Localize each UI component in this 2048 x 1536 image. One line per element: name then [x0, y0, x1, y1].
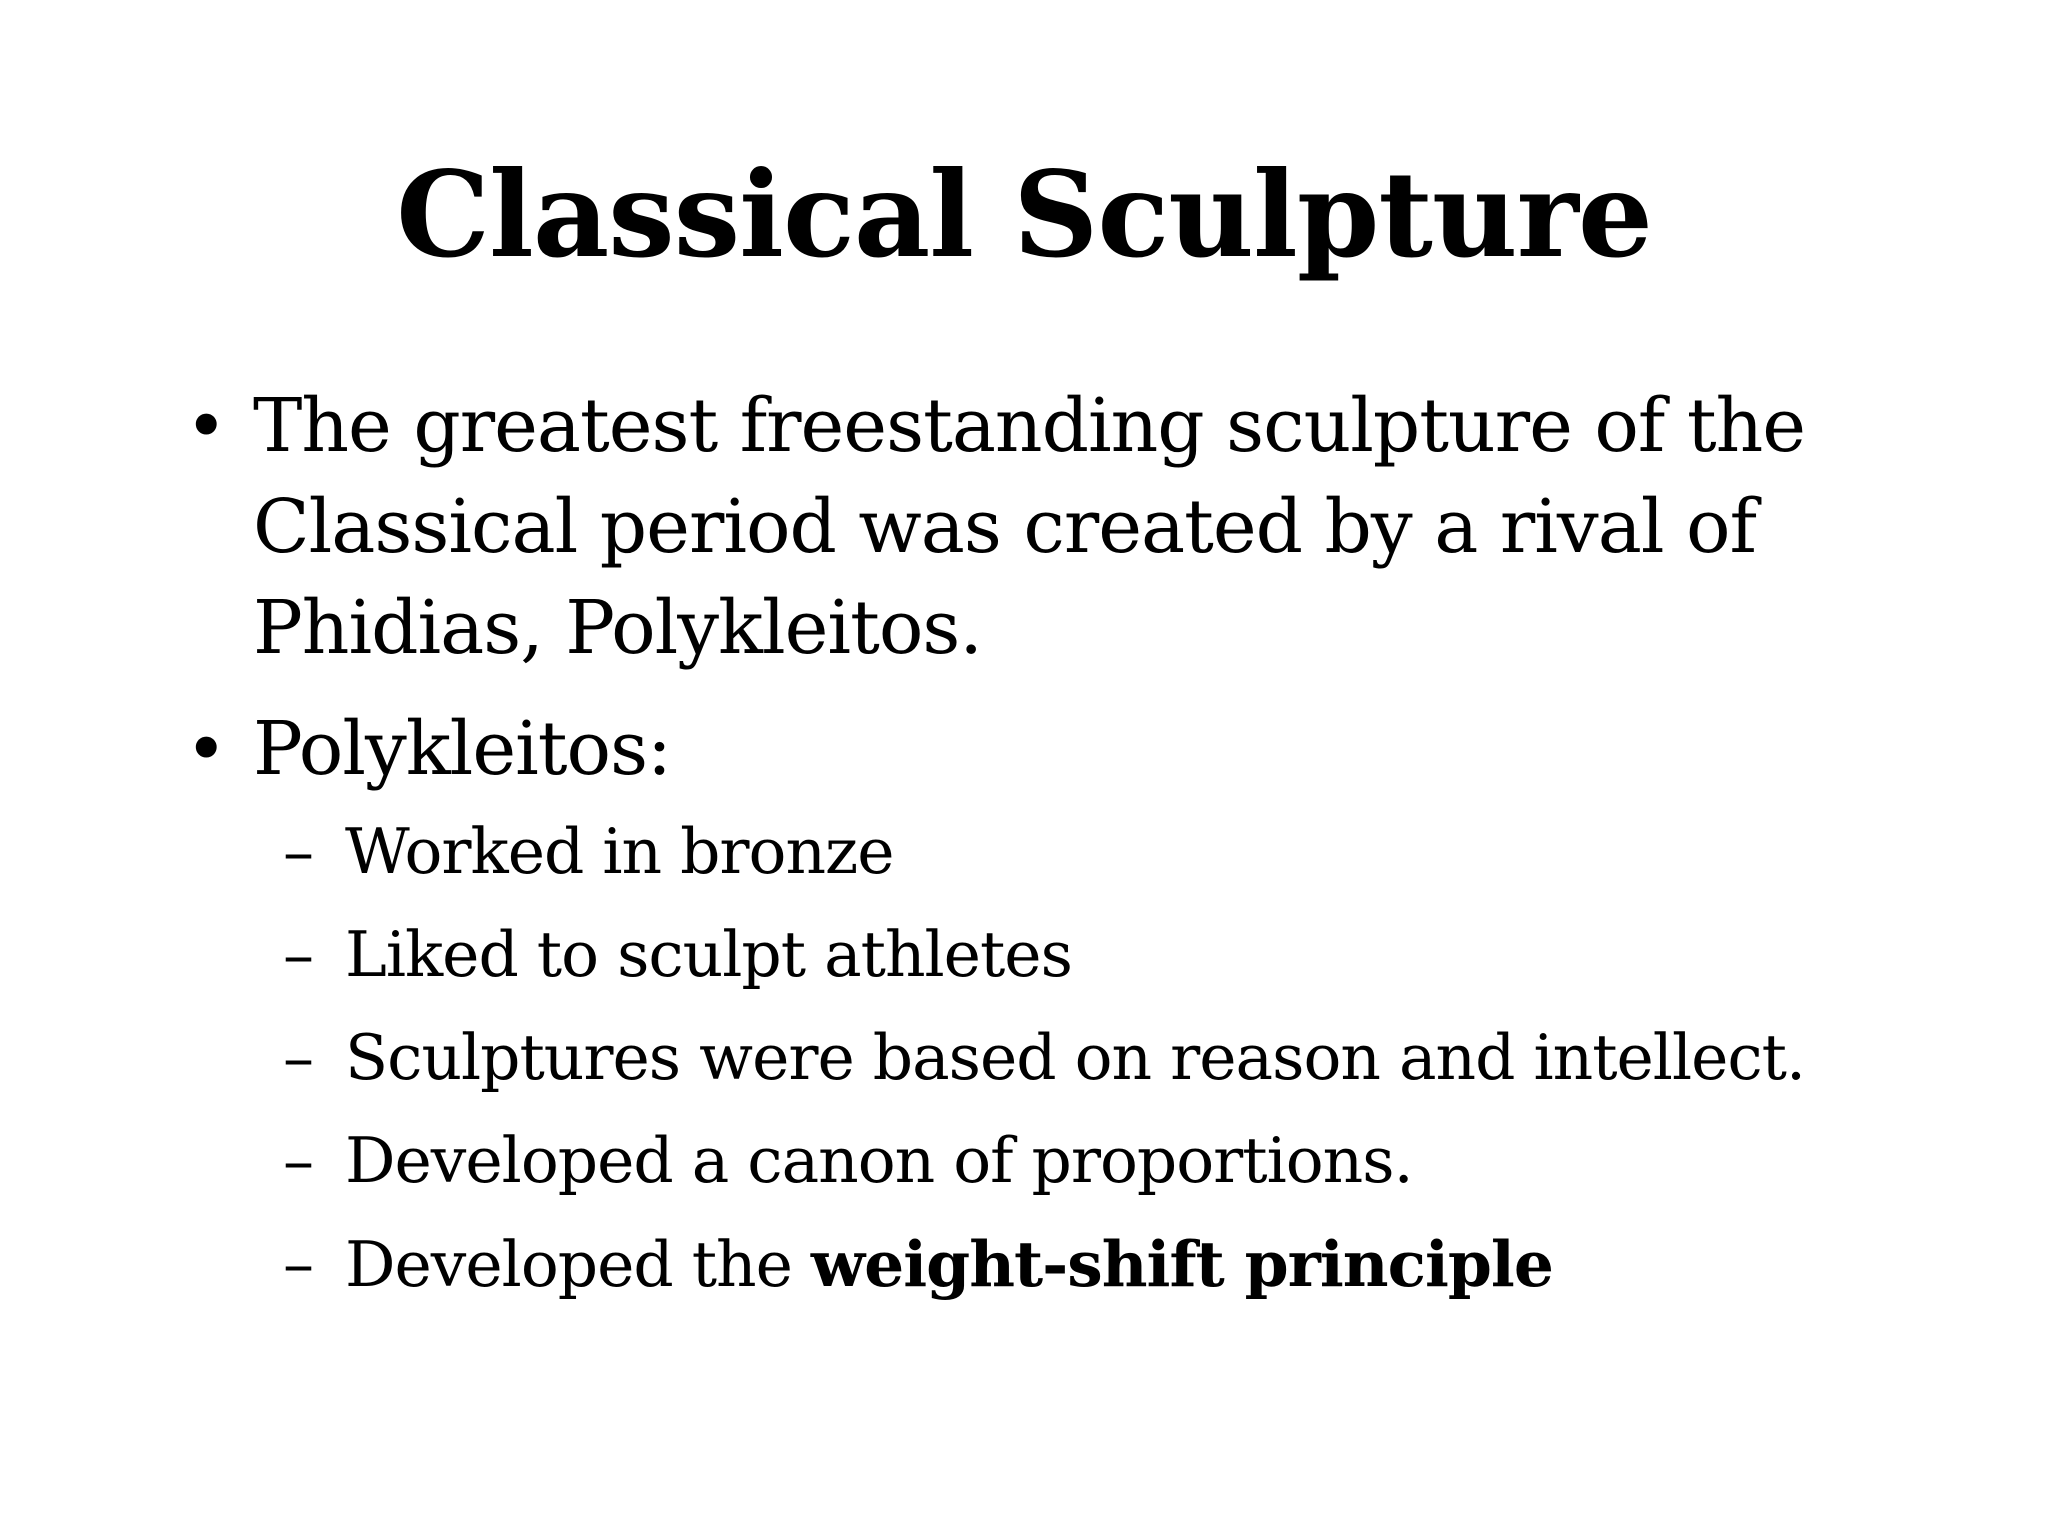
subbullet-marker: –	[283, 1227, 314, 1300]
subbullet-text: Sculptures were based on reason and intellect.	[345, 1021, 1806, 1094]
subbullet-text-bold: weight-shift principle	[810, 1227, 1553, 1301]
subbullet-marker: –	[283, 918, 314, 991]
bullet-line: Polykleitos:	[253, 706, 671, 792]
subbullet-marker: –	[283, 815, 314, 888]
slide-title: Classical Sculpture	[396, 145, 1652, 284]
subbullet-text	[345, 1224, 1553, 1305]
bullet-marker: •	[185, 707, 228, 791]
subbullet-text-plain: Developed the	[345, 1228, 811, 1301]
subbullet-text: Developed a canon of proportions.	[345, 1124, 1413, 1197]
subbullet-text: Liked to sculpt athletes	[345, 918, 1072, 991]
subbullet-marker: –	[283, 1124, 314, 1197]
subbullet-marker: –	[283, 1021, 314, 1094]
bullet-line: The greatest freestanding sculpture of the	[253, 383, 1806, 469]
subbullet-text: Worked in bronze	[345, 815, 894, 888]
bullet-line: Phidias, Polykleitos.	[253, 585, 982, 671]
bullet-line: Classical period was created by a rival of	[253, 484, 1756, 570]
bullet-text	[253, 699, 1933, 800]
bullet-marker: •	[185, 384, 228, 468]
bullet-text	[253, 376, 1933, 679]
